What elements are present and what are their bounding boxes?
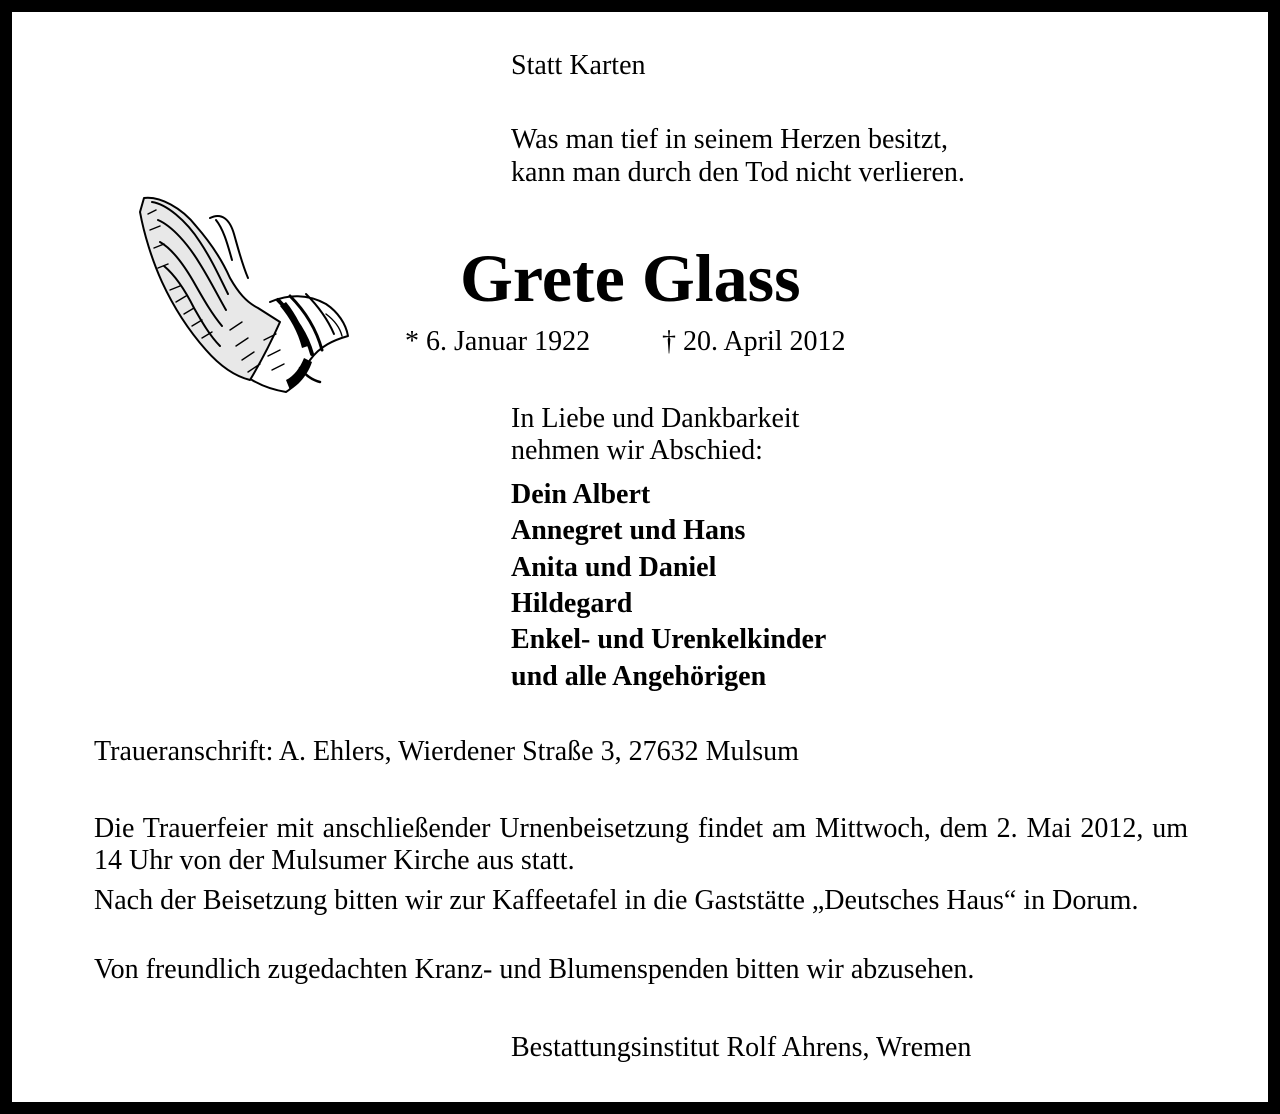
deceased-name: Grete Glass [460, 240, 801, 316]
service-paragraph-3: Von freundlich zugedachten Kranz- und Blumenspenden bitten wir abzusehen. [94, 954, 975, 985]
death-date: † 20. April 2012 [662, 326, 846, 357]
mourner: Annegret und Hans [511, 515, 746, 546]
service-paragraph-2: Nach der Beisetzung bitten wir zur Kaffeetafel in die Gaststätte „Deutsches Haus“ in Dorum. [94, 885, 1139, 916]
quote-line-1: Was man tief in seinem Herzen besitzt, [511, 124, 949, 155]
service-paragraph-1: Die Trauerfeier mit anschließender Urnenbeisetzung findet am Mittwoch, dem 2. Mai 2012, um 14 Uhr von der Mulsumer Kirche aus statt. [94, 813, 1188, 876]
praying-hands-icon [130, 190, 352, 396]
mourning-address: Traueranschrift: A. Ehlers, Wierdener Straße 3, 27632 Mulsum [94, 736, 799, 767]
obituary-card [12, 12, 1268, 1102]
quote-line-2: kann man durch den Tod nicht verlieren. [511, 157, 965, 188]
mourner: Dein Albert [511, 479, 651, 510]
farewell-line-2: nehmen wir Abschied: [511, 435, 763, 466]
statt-karten: Statt Karten [511, 50, 646, 81]
birth-date: * 6. Januar 1922 [405, 326, 591, 357]
undertaker: Bestattungsinstitut Rolf Ahrens, Wremen [511, 1032, 972, 1063]
farewell-line-1: In Liebe und Dankbarkeit [511, 403, 800, 434]
mourner: Enkel- und Urenkelkinder [511, 624, 827, 655]
mourner: Hildegard [511, 588, 633, 619]
mourner: Anita und Daniel [511, 552, 717, 583]
mourner: und alle Angehörigen [511, 661, 767, 692]
